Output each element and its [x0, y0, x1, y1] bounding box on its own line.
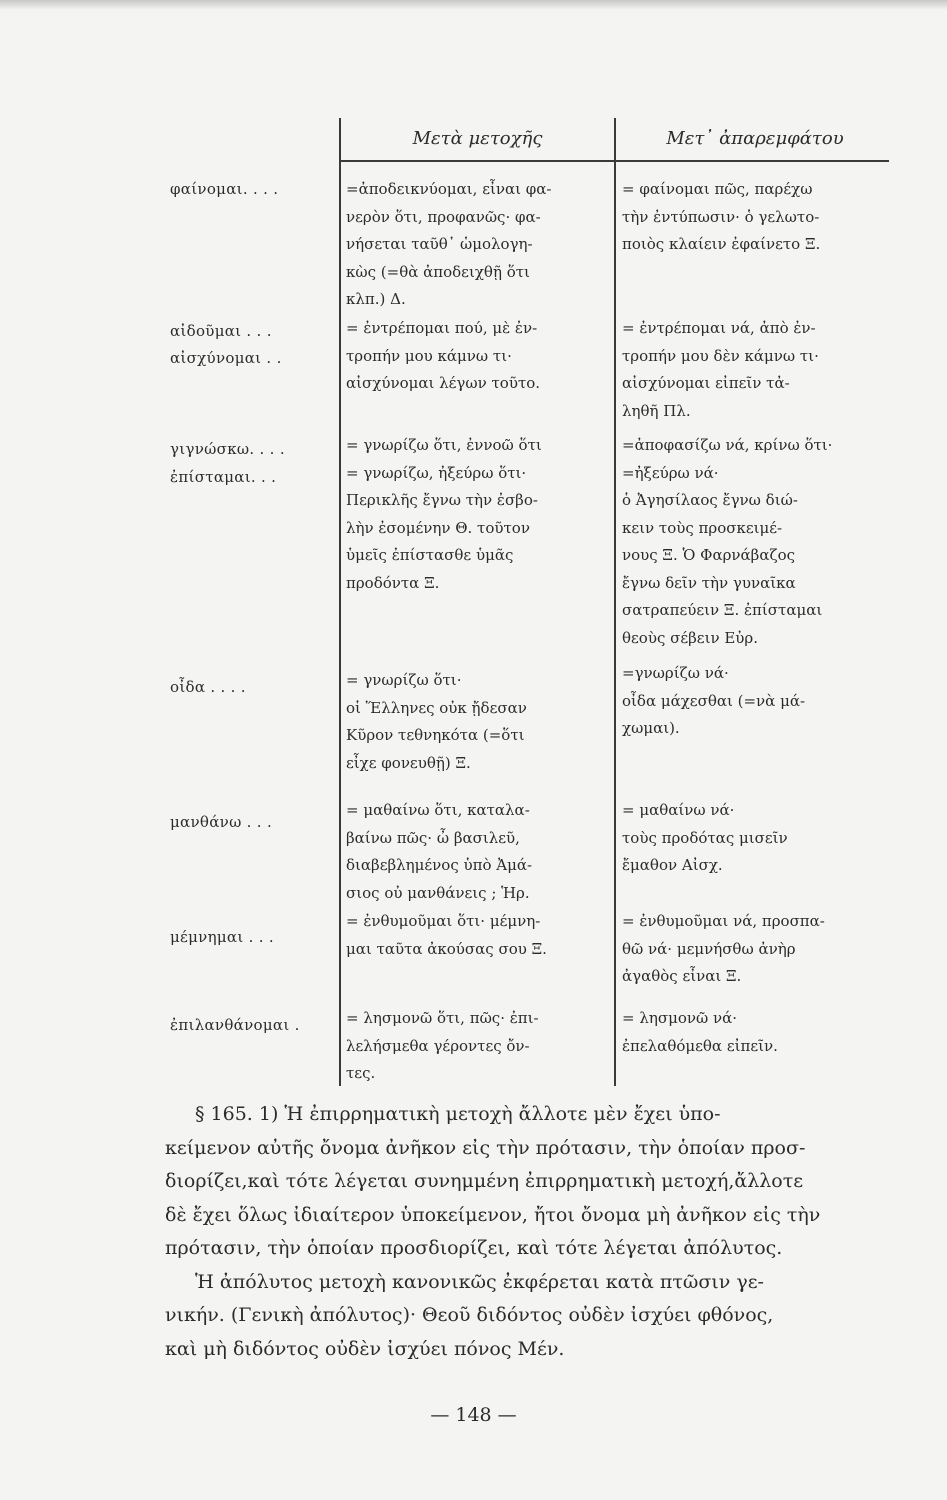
verb-term: ἐπιλανθάνομαι . — [170, 1016, 300, 1034]
paragraph-line: δὲ ἔχει ὅλως ἰδιαίτερον ὑποκείμενον, ἤτοι ὄνομα μὴ ἀνῆκον εἰς τὴν — [165, 1203, 821, 1226]
cell-line: νερὸν ὅτι, προφανῶς· φα- — [346, 207, 541, 226]
cell-line: ληθῆ Πλ. — [622, 401, 691, 420]
paragraph-line: Ἡ ἀπόλυτος μετοχὴ κανονικῶς ἐκφέρεται κατὰ πτῶσιν γε- — [195, 1270, 764, 1293]
column-divider-left — [339, 118, 341, 1086]
verb-term: αἰσχύνομαι . . — [170, 349, 282, 367]
section-165-paragraph — [165, 1098, 905, 1366]
cell-line: = ἐντρέπομαι πού, μὲ ἐν- — [346, 319, 538, 337]
cell-line: = μαθαίνω ὅτι, καταλα- — [346, 801, 530, 819]
cell-line: αἰσχύνομαι λέγων τοῦτο. — [346, 374, 541, 392]
cell-line: = ἐνθυμοῦμαι νά, προσπα- — [622, 912, 825, 930]
paragraph-line: § 165. 1) Ἡ ἐπιρρηματικὴ μετοχὴ ἄλλοτε μὲν ἔχει ὑπο- — [195, 1103, 721, 1125]
participle-cell — [346, 797, 608, 907]
cell-line: ὑμεῖς ἐπίστασθε ὑμᾶς — [346, 546, 514, 564]
cell-line: αἰσχύνομαι εἰπεῖν τἀ- — [622, 374, 790, 392]
cell-line: Κῦρον τεθνηκότα (=ὅτι — [346, 726, 525, 744]
verb-term: μανθάνω . . . — [170, 813, 273, 831]
cell-line: = γνωρίζω, ἠξεύρω ὅτι· — [346, 463, 527, 482]
header-rule — [339, 160, 889, 162]
verb-term: αἰδοῦμαι . . . — [170, 322, 272, 340]
cell-line: ὁ Ἀγησίλαος ἔγνω διώ- — [622, 491, 798, 509]
cell-line: βαίνω πῶς· ὦ βασιλεῦ, — [346, 828, 520, 847]
participle-cell — [346, 667, 608, 777]
cell-line: = ἐνθυμοῦμαι ὅτι· μέμνη- — [346, 912, 541, 930]
cell-line: Περικλῆς ἔγνω τὴν ἐσβο- — [346, 491, 538, 509]
cell-line: ἐπελαθόμεθα εἰπεῖν. — [622, 1036, 778, 1055]
infinitive-cell — [622, 797, 892, 880]
cell-line: = μαθαίνω νά· — [622, 801, 735, 819]
cell-line: χωμαι). — [622, 719, 680, 737]
cell-line: =γνωρίζω νά· — [622, 664, 729, 682]
cell-line: θεοὺς σέβειν Εὐρ. — [622, 628, 758, 647]
cell-line: τροπήν μου δὲν κάμνω τι· — [622, 346, 819, 365]
cell-line: =ἠξεύρω νά· — [622, 463, 719, 482]
infinitive-cell — [622, 315, 892, 425]
cell-line: εἶχε φονευθῇ) Ξ. — [346, 753, 471, 772]
verb-term: μέμνημαι . . . — [170, 928, 274, 946]
verb-term: γιγνώσκω. . . . — [170, 440, 285, 458]
cell-line: =ἀποφασίζω νά, κρίνω ὅτι· — [622, 436, 833, 454]
participle-cell — [346, 1005, 608, 1088]
infinitive-cell — [622, 908, 892, 991]
cell-line: διαβεβλημένος ὑπὸ Ἀμά- — [346, 856, 533, 874]
verb-term: οἶδα . . . . — [170, 678, 246, 696]
page-number: — 148 — — [430, 1404, 517, 1426]
paragraph-line: πρότασιν, τὴν ὁποίαν προσδιορίζει, καὶ τότε λέγεται ἀπόλυτος. — [165, 1237, 783, 1259]
cell-line: τοὺς προδότας μισεῖν — [622, 828, 788, 847]
infinitive-cell — [622, 176, 892, 259]
cell-line: = λησμονῶ νά· — [622, 1009, 737, 1027]
cell-line: λελήσμεθα γέροντες ὄν- — [346, 1036, 530, 1055]
column-header-infinitive: Μετ᾽ ἀπαρεμφάτου — [666, 128, 844, 149]
cell-line: οἱ Ἕλληνες οὐκ ᾔδεσαν — [346, 698, 527, 717]
infinitive-cell — [622, 660, 892, 743]
cell-line: νους Ξ. Ὁ Φαρνάβαζος — [622, 546, 796, 564]
column-divider-right — [614, 118, 616, 1086]
participle-cell — [346, 908, 608, 963]
cell-line: μαι ταῦτα ἀκούσας σου Ξ. — [346, 939, 547, 958]
cell-line: ἔγνω δεῖν τὴν γυναῖκα — [622, 573, 796, 592]
cell-line: οἶδα μάχεσθαι (=νὰ μά- — [622, 691, 806, 710]
cell-line: = ἐντρέπομαι νά, ἀπὸ ἐν- — [622, 319, 816, 337]
participle-cell — [346, 176, 608, 314]
participle-cell — [346, 315, 608, 398]
verb-term: ἐπίσταμαι. . . — [170, 468, 277, 486]
column-header-participle: Μετὰ μετοχῆς — [412, 128, 543, 149]
cell-line: ἔμαθον Αἰσχ. — [622, 856, 723, 874]
cell-line: =ἀποδεικνύομαι, εἶναι φα- — [346, 180, 552, 198]
cell-line: κὼς (=θὰ ἀποδειχθῇ ὅτι — [346, 262, 530, 281]
cell-line: = φαίνομαι πῶς, παρέχω — [622, 180, 813, 198]
paragraph-line: κείμενον αὐτῆς ὄνομα ἀνῆκον εἰς τὴν πρότασιν, τὴν ὁποίαν προσ- — [165, 1136, 806, 1159]
cell-line: = γνωρίζω ὅτι· — [346, 671, 462, 689]
cell-line: νήσεται ταῦθ᾽ ὡμολογη- — [346, 235, 533, 253]
cell-line: τὴν ἐντύπωσιν· ὁ γελωτο- — [622, 207, 820, 226]
infinitive-cell — [622, 1005, 892, 1060]
cell-line: κλπ.) Δ. — [346, 290, 406, 308]
verb-term: φαίνομαι. . . . — [170, 180, 279, 198]
cell-line: σιος οὐ μανθάνεις ; Ἡρ. — [346, 883, 530, 902]
cell-line: προδόντα Ξ. — [346, 573, 440, 592]
cell-line: σατραπεύειν Ξ. ἐπίσταμαι — [622, 601, 823, 619]
cell-line: κειν τοὺς προσκειμέ- — [622, 518, 783, 537]
paragraph-line: καὶ μὴ διδόντος οὐδὲν ἰσχύει πόνος Μέν. — [165, 1337, 565, 1360]
paragraph-line: διορίζει,καὶ τότε λέγεται συνημμένη ἐπιρρηματικὴ μετοχή,ἄλλοτε — [165, 1170, 804, 1192]
cell-line: τροπήν μου κάμνω τι· — [346, 346, 512, 365]
cell-line: ἀγαθὸς εἶναι Ξ. — [622, 967, 742, 985]
participle-cell — [346, 432, 608, 597]
cell-line: ποιὸς κλαίειν ἐφαίνετο Ξ. — [622, 235, 821, 253]
cell-line: θῶ νά· μεμνήσθω ἀνὴρ — [622, 939, 796, 958]
paragraph-line: νικήν. (Γενικὴ ἀπόλυτος)· Θεοῦ διδόντος οὐδὲν ἰσχύει φθόνος, — [165, 1304, 774, 1326]
cell-line: = γνωρίζω ὅτι, ἐννοῶ ὅτι — [346, 436, 542, 454]
cell-line: = λησμονῶ ὅτι, πῶς· ἐπι- — [346, 1009, 539, 1027]
cell-line: λὴν ἐσομένην Θ. τοῦτον — [346, 518, 530, 537]
cell-line: τες. — [346, 1064, 376, 1082]
infinitive-cell — [622, 432, 892, 652]
